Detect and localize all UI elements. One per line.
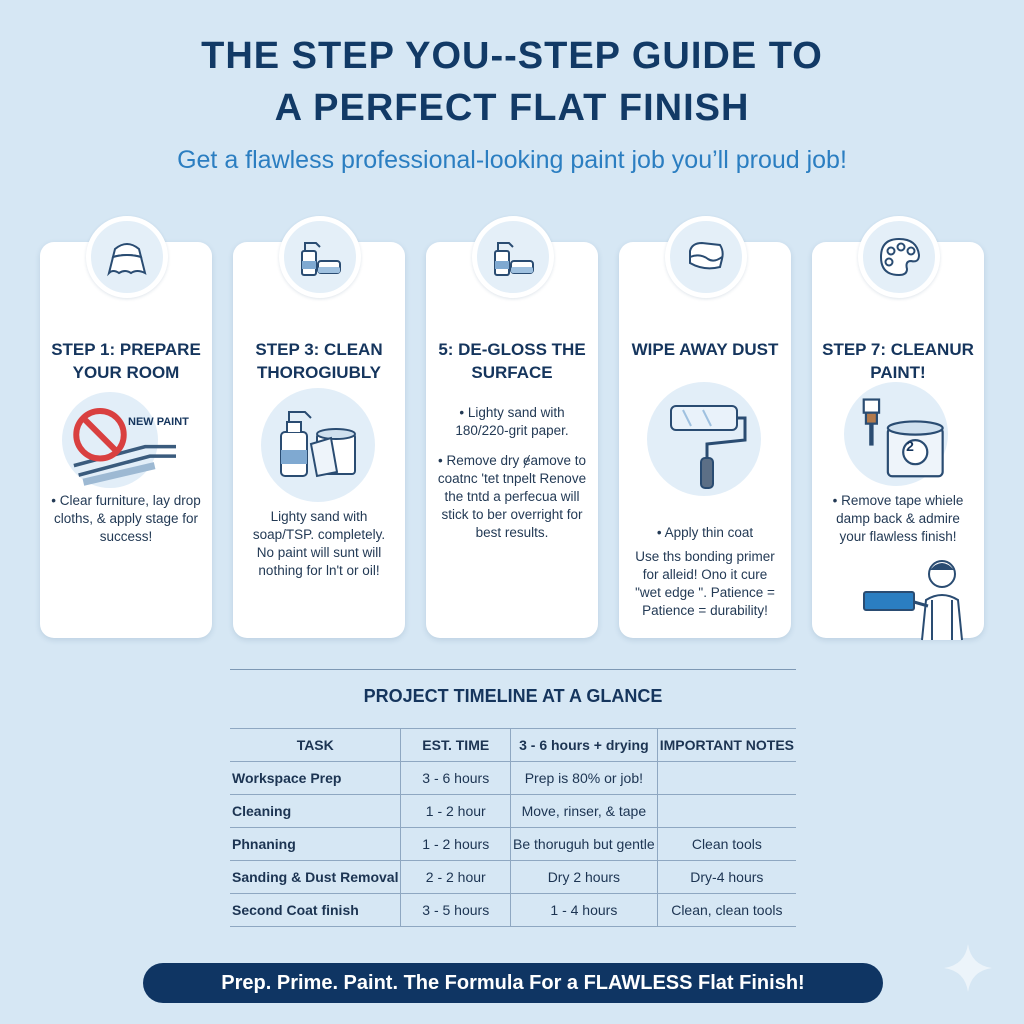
detail-cell: Be thoruguh but gentle [511,828,658,861]
timeline-divider [230,669,796,670]
spray-bottle-sponge-icon [294,231,346,283]
drop-cloth-icon [101,231,153,283]
paint-palette-icon [873,231,925,283]
header-notes: IMPORTANT NOTES [657,729,796,762]
step-5-title: 5: DE-GLOSS THE SURFACE [438,340,586,382]
detail-cell: Dry 2 hours [511,861,658,894]
no-old-paint-illustration [62,392,158,488]
notes-cell [657,795,796,828]
footer-banner: Prep. Prime. Paint. The Formula For a FLAWLESS Flat Finish! [143,963,883,1003]
time-cell: 1 - 2 hour [401,795,511,828]
brush-and-can-illustration [844,382,948,486]
notes-cell: Clean tools [657,828,796,861]
cleaning-supplies-illustration [261,388,375,502]
page-title [0,30,1024,134]
task-cell: Cleaning [230,795,401,828]
step-7-body: • Remove tape whiele damp back & admire your flawless finish! [832,493,964,544]
task-cell: Sanding & Dust Removal [230,861,401,894]
spray-bottle-sponge-icon [487,231,539,283]
wipe-dust-body-2: Use ths bonding primer for alleid! Ono it cure "wet edge ". Patience = Patience = durability! [635,549,775,618]
table-row [230,762,796,795]
table-row [230,861,796,894]
header-est-time: EST. TIME [401,729,511,762]
timeline-header-row [230,729,796,762]
new-paint-label: NEW PAINT [128,416,189,428]
painter-person-illustration [856,552,986,642]
step-7-icon-badge [858,216,940,298]
paint-roller-illustration [647,382,761,496]
sanding-sponge-icon [680,231,732,283]
sparkle-icon [940,940,996,996]
step-7-title: STEP 7: CLEANUR PAINT! [822,340,974,382]
step-card-4 [619,242,791,638]
task-cell: Phnaning [230,828,401,861]
step-1-body: • Clear furniture, lay drop cloths, & apply stage for success! [51,493,201,544]
detail-cell: Move, rinser, & tape [511,795,658,828]
table-row [230,828,796,861]
detail-cell: 1 - 4 hours [511,894,658,927]
step-5-icon-badge [472,216,554,298]
wipe-dust-body-1: • Apply thin coat [656,525,754,540]
step-3-body: Lighty sand with soap/TSP. completely. No paint will sunt will nothing for ln't or oil! [252,509,386,578]
notes-cell: Dry-4 hours [657,861,796,894]
task-cell: Second Coat finish [230,894,401,927]
notes-cell: Clean, clean tools [657,894,796,927]
step-3-icon-badge [279,216,361,298]
timeline-title: PROJECT TIMELINE AT A GLANCE [363,686,663,706]
can-number-label: 2 [906,438,914,454]
detail-cell: Prep is 80% or job! [511,762,658,795]
step-1-title: STEP 1: PREPARE YOUR ROOM [51,340,201,382]
time-cell: 1 - 2 hours [401,828,511,861]
step-wipe-icon-badge [665,216,747,298]
step-card-5 [812,242,984,638]
time-cell: 3 - 5 hours [401,894,511,927]
step-card-1 [40,242,212,638]
task-cell: Workspace Prep [230,762,401,795]
step-5-body-2: • Remove dry ɇamove to coatnc 'tet tnpelt Renove the tntd a perfecua will stick to ber overright for best results. [437,453,587,540]
step-1-icon-badge [86,216,168,298]
notes-cell [657,762,796,795]
header-drying: 3 - 6 hours + drying [511,729,658,762]
step-5-body-1: • Lighty sand with 180/220-grit paper. [455,405,569,438]
wipe-dust-title: WIPE AWAY DUST [631,340,779,359]
title-line-1: THE STEP YOU--STEP GUIDE TO [201,35,823,77]
table-row [230,795,796,828]
header-task: TASK [230,729,401,762]
time-cell: 3 - 6 hours [401,762,511,795]
step-card-2 [233,242,405,638]
step-3-title: STEP 3: CLEAN THOROGIUBLY [255,340,383,382]
table-row [230,894,796,927]
page-subtitle: Get a flawless professional-looking paint job you’ll proud job! [177,146,847,174]
step-card-3 [426,242,598,638]
timeline-table [230,728,796,927]
time-cell: 2 - 2 hour [401,861,511,894]
title-line-2: A PERFECT FLAT FINISH [274,87,750,129]
